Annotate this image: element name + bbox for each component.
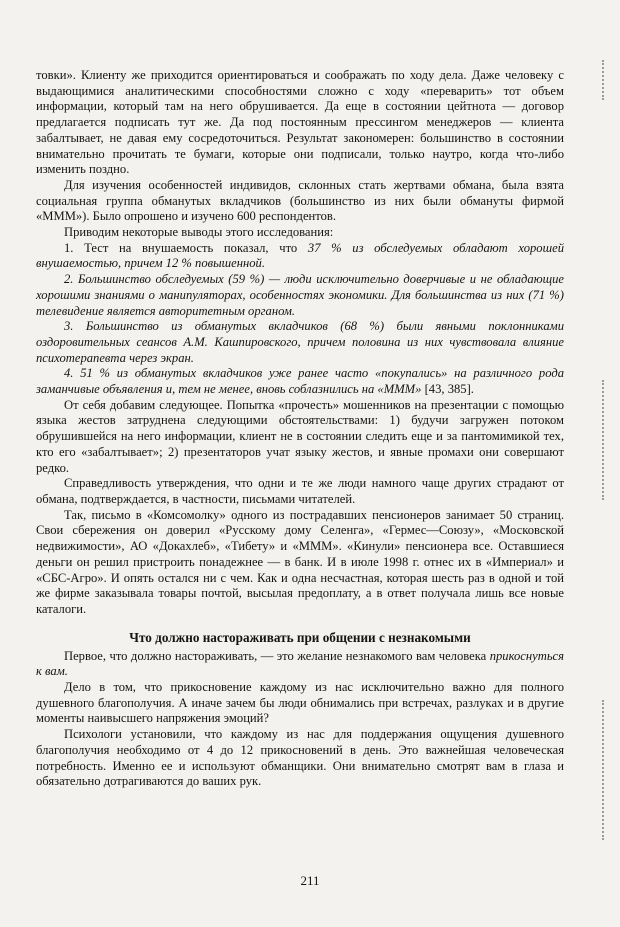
paragraph-2: Для изучения особенностей индивидов, склонных стать жертвами обмана, была взята социальная группа обманутых вкладчиков (большинство из них были обмануты фирмой «МММ»). Было опрошено и изучено 600 респондентов.: [36, 177, 564, 224]
paragraph-1: товки». Клиенту же приходится ориентироваться и соображать по ходу дела. Даже человеку с выдающимися аналитическими способностями сложно с ходу «переварить» тот объем информации, который там на него обрушивается. Да еще в состоянии цейтнота — договор предлагается подписать тут же. Да под постоянным прессингом менеджеров — клиента забалтывает, не давая ему сосредоточиться. Результат закономерен: большинство в состоянии внимательно прочитать те бумаги, которые они подписали, только наутро, когда что-либо изменить поздно.: [36, 68, 564, 177]
paragraph-9: Справедливость утверждения, что одни и те же люди намного чаще других страдают от обмана, подтверждается, в частности, письмами читателей.: [36, 476, 564, 506]
paragraph-12: Дело в том, что прикосновение каждому из нас исключительно важно для полного душевного благополучия. А иначе зачем бы люди обнимались при встречах, разлуках и в другие моменты наивысшего напряжения эмоций?: [36, 680, 564, 726]
finding-4-italic: 4. 51 % из обманутых вкладчиков уже ранее часто «покупались» на различного рода заманчивые объявления и, тем не менее, вновь соблазнились на «МММ»: [36, 366, 564, 397]
finding-1: [36, 241, 564, 272]
paragraph-8: От себя добавим следующее. Попытка «прочесть» мошенников на презентации с помощью языка жестов затруднена следующими обстоятельствами: 1) будучи загружен потоком обрушившейся на него информации, клиент не в состоянии следить еще и за пантомимикой тех, кто его «забалтывает»; 2) презентаторов учат языку жестов, и явные промахи они совершают редко.: [36, 397, 564, 475]
finding-4-citation: [43, 385].: [421, 382, 474, 397]
finding-4: [36, 366, 564, 397]
paragraph-13: Психологи установили, что каждому из нас для поддержания ощущения душевного благополучия необходимо от 4 до 12 прикосновений в день. Это важнейшая человеческая потребность. Именно ее и используют обманщики. Они внимательно смотрят вам в глаза и обязательно дотрагиваются до ваших рук.: [36, 727, 564, 789]
page-body: [36, 68, 564, 790]
page-number: 211: [300, 873, 320, 888]
scan-edge-mark: [602, 700, 614, 840]
section-heading: Что должно настораживать при общении с незнакомыми: [129, 629, 471, 645]
scan-edge-mark: [602, 60, 614, 100]
finding-1-italic: 37 % из обследуемых обладают хорошей внушаемостью, причем 12 % повышенной.: [36, 240, 564, 271]
finding-3: 3. Большинство из обманутых вкладчиков (68 %) были явными поклонниками оздоровительных сеансов А.М. Кашпировского, причем половина из них чувствовала влияние психотерапевта через экран.: [36, 319, 564, 365]
paragraph-10: Так, письмо в «Комсомолку» одного из пострадавших пенсионеров занимает 50 страниц. Свои сбережения он доверил «Русскому дому Селенга», «Гермес—Союзу», «Московской недвижимости», АО «Докахлеб», «Тибету» и «МММ». «Кинули» пенсионера все. Оставшиеся деньги он решил пристроить понадежнее — в банк. И в июле 1998 г. отнес их в «Империал» и «СБС-Агро». И опять остался ни с чем. Как и одна несчастная, которая шесть раз в одной и той же фирме заказывала товары почтой, высылая предоплату, а в ответ получала лишь все новые каталоги.: [36, 507, 564, 616]
finding-2: 2. Большинство обследуемых (59 %) — люди исключительно доверчивые и не обладающие хорошими знаниями о манипуляторах, особенностях экономики. Для большинства из них (71 %) телевидение является авторитетным органом.: [36, 272, 564, 318]
paragraph-11-italic: прикоснуться к вам.: [36, 648, 564, 679]
paragraph-11: [36, 649, 564, 680]
paragraph-11-lead: Первое, что должно настораживать, — это желание незнакомого вам человека: [64, 648, 490, 663]
finding-1-lead: 1. Тест на внушаемость показал, что: [64, 240, 308, 255]
scan-edge-mark: [602, 380, 614, 500]
paragraph-3: Приводим некоторые выводы этого исследования:: [64, 225, 334, 240]
